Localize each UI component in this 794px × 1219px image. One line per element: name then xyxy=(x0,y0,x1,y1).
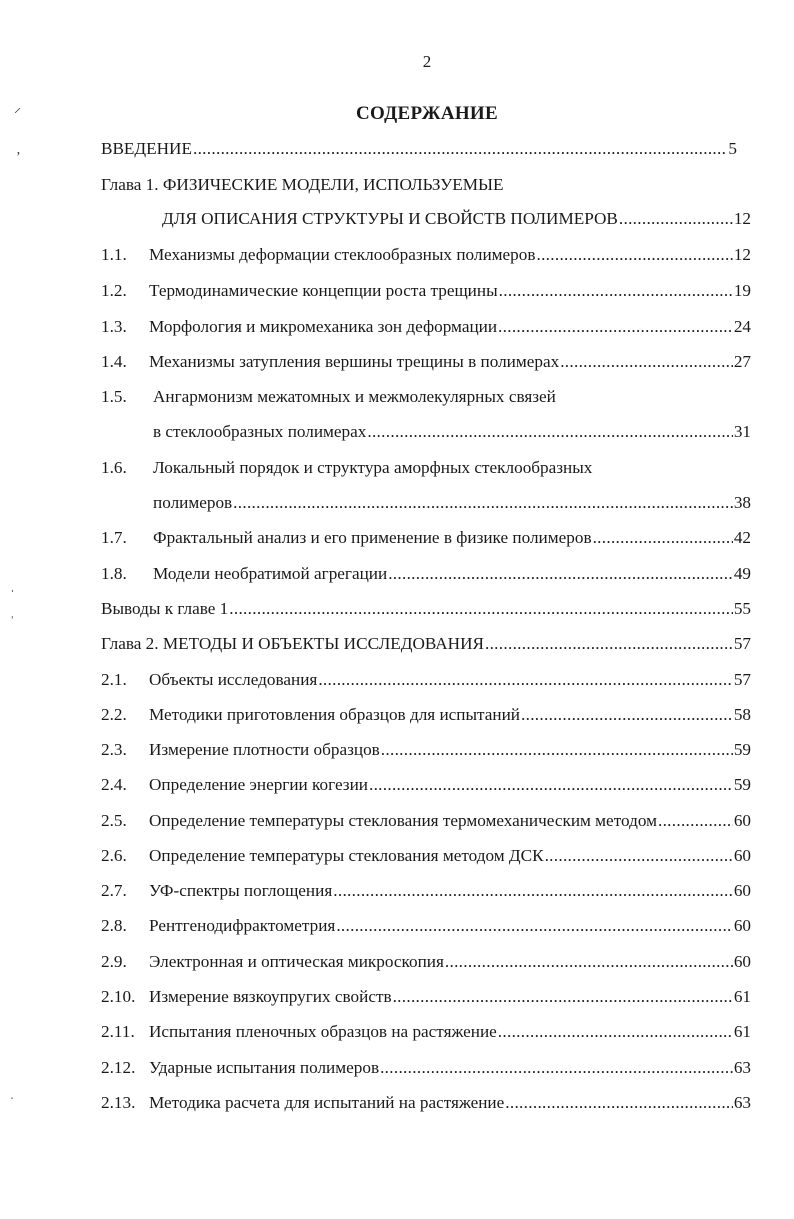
toc-entry-chapter-1 xyxy=(162,209,751,229)
toc-section-continuation xyxy=(153,422,751,442)
toc-section xyxy=(101,1022,751,1042)
section-page: 58 xyxy=(733,705,751,724)
section-number: 1.1. xyxy=(101,245,127,264)
toc-entry-conclusions-1 xyxy=(101,599,751,619)
chapter-1-heading: Глава 1. ФИЗИЧЕСКИЕ МОДЕЛИ, ИСПОЛЬЗУЕМЫЕ xyxy=(101,175,504,194)
section-page: 61 xyxy=(733,987,751,1006)
section-page: 60 xyxy=(733,846,751,865)
toc-entry-page: 12 xyxy=(733,209,751,228)
toc-entry-intro xyxy=(101,139,737,159)
section-title: Электронная и оптическая микроскопия xyxy=(149,952,444,971)
section-page: 60 xyxy=(733,881,751,900)
toc-section xyxy=(101,846,751,866)
toc-section xyxy=(101,352,751,372)
section-page: 60 xyxy=(733,811,751,830)
section-page: 38 xyxy=(733,493,751,512)
toc-entry-title: Выводы к главе 1 xyxy=(101,599,229,618)
page-number: 2 xyxy=(422,52,432,71)
section-page: 19 xyxy=(733,281,751,300)
toc-section xyxy=(101,740,751,760)
section-title: Определение энергии когезии xyxy=(149,775,368,794)
dot-leader xyxy=(380,1058,733,1078)
scan-mark: ʼ xyxy=(16,150,21,165)
section-number: 2.8. xyxy=(101,916,127,935)
section-page: 49 xyxy=(733,564,751,583)
toc-entry-title: ВВЕДЕНИЕ xyxy=(101,139,192,158)
toc-entry-title: ДЛЯ ОПИСАНИЯ СТРУКТУРЫ И СВОЙСТВ ПОЛИМЕРОВ xyxy=(162,209,618,228)
section-title: Ударные испытания полимеров xyxy=(149,1058,380,1077)
toc-section xyxy=(101,317,751,337)
dot-leader xyxy=(536,245,732,265)
toc-section xyxy=(101,811,751,831)
dot-leader xyxy=(498,1022,733,1042)
toc-section-title: Локальный порядок и структура аморфных стеклообразных xyxy=(153,458,593,477)
toc-section xyxy=(101,564,751,584)
dot-leader xyxy=(388,564,733,584)
toc-entry-page: 55 xyxy=(733,599,751,618)
dot-leader xyxy=(233,493,733,513)
section-number: 1.2. xyxy=(101,281,127,300)
section-page: 59 xyxy=(733,740,751,759)
section-number: 2.10. xyxy=(101,987,136,1006)
section-page: 12 xyxy=(733,245,751,264)
dot-leader xyxy=(619,209,733,229)
section-number: 2.6. xyxy=(101,846,127,865)
dot-leader xyxy=(560,352,733,372)
toc-section xyxy=(101,245,751,265)
page-title: СОДЕРЖАНИЕ xyxy=(356,103,498,124)
dot-leader xyxy=(521,705,733,725)
dot-leader xyxy=(393,987,733,1007)
section-page: 60 xyxy=(733,916,751,935)
dot-leader xyxy=(369,775,733,795)
section-page: 57 xyxy=(733,670,751,689)
section-title: Методики приготовления образцов для испытаний xyxy=(149,705,520,724)
section-page: 27 xyxy=(733,352,751,371)
section-title: Измерение вязкоупругих свойств xyxy=(149,987,392,1006)
dot-leader xyxy=(318,670,732,690)
section-page: 24 xyxy=(733,317,751,336)
section-number: 1.3. xyxy=(101,317,127,336)
section-number: 2.13. xyxy=(101,1093,136,1112)
section-title: Модели необратимой агрегации xyxy=(153,564,388,583)
section-page: 63 xyxy=(733,1058,751,1077)
dot-leader xyxy=(499,281,733,301)
section-page: 59 xyxy=(733,775,751,794)
toc-section-continuation xyxy=(153,493,751,513)
section-title: Объекты исследования xyxy=(149,670,318,689)
toc-section xyxy=(101,1093,751,1113)
scan-mark: ʾ xyxy=(10,615,15,630)
section-number: 2.5. xyxy=(101,811,127,830)
toc-section xyxy=(101,670,751,690)
toc-section xyxy=(101,987,751,1007)
section-title-continued: полимеров xyxy=(153,493,233,512)
toc-entry-page: 57 xyxy=(733,634,751,653)
toc-section xyxy=(101,281,751,301)
dot-leader xyxy=(658,811,733,831)
dot-leader xyxy=(333,881,733,901)
section-number: 1.4. xyxy=(101,352,127,371)
toc-section-number: 1.5. xyxy=(101,387,127,406)
section-page: 31 xyxy=(733,422,751,441)
section-title: Механизмы деформации стеклообразных полимеров xyxy=(149,245,536,264)
toc-section xyxy=(101,881,751,901)
section-number: 2.3. xyxy=(101,740,127,759)
section-number: 2.2. xyxy=(101,705,127,724)
toc-entry-title: Глава 2. МЕТОДЫ И ОБЪЕКТЫ ИССЛЕДОВАНИЯ xyxy=(101,634,484,653)
section-number: 1.8. xyxy=(101,564,127,583)
toc-section xyxy=(101,528,751,548)
dot-leader xyxy=(545,846,733,866)
dot-leader xyxy=(193,139,727,159)
section-page: 42 xyxy=(733,528,751,547)
section-title: Фрактальный анализ и его применение в физике полимеров xyxy=(153,528,592,547)
dot-leader xyxy=(485,634,733,654)
section-number: 1.7. xyxy=(101,528,127,547)
toc-section xyxy=(101,916,751,936)
toc-section-number: 1.6. xyxy=(101,458,127,477)
dot-leader xyxy=(445,952,733,972)
toc-entry-page: 5 xyxy=(728,139,737,158)
scan-mark: ˑ xyxy=(10,1093,14,1108)
section-page: 61 xyxy=(733,1022,751,1041)
section-title: Механизмы затупления вершины трещины в полимерах xyxy=(149,352,560,371)
dot-leader xyxy=(593,528,733,548)
toc-section xyxy=(101,952,751,972)
dot-leader xyxy=(229,599,733,619)
section-title: Измерение плотности образцов xyxy=(149,740,380,759)
section-number: 2.4. xyxy=(101,775,127,794)
section-number: 2.12. xyxy=(101,1058,136,1077)
toc-section xyxy=(101,775,751,795)
dot-leader xyxy=(336,916,732,936)
section-number: 2.7. xyxy=(101,881,127,900)
section-title: Испытания пленочных образцов на растяжение xyxy=(149,1022,497,1041)
section-number: 2.11. xyxy=(101,1022,135,1041)
section-number: 2.9. xyxy=(101,952,127,971)
section-title: Морфология и микромеханика зон деформации xyxy=(149,317,498,336)
section-page: 63 xyxy=(733,1093,751,1112)
section-title: Определение температуры стеклования методом ДСК xyxy=(149,846,544,865)
toc-section xyxy=(101,705,751,725)
dot-leader xyxy=(381,740,733,760)
section-page: 60 xyxy=(733,952,751,971)
toc-section-title: Ангармонизм межатомных и межмолекулярных связей xyxy=(153,387,556,406)
dot-leader xyxy=(505,1093,733,1113)
section-title: УФ-спектры поглощения xyxy=(149,881,333,900)
dot-leader xyxy=(367,422,732,442)
dot-leader xyxy=(498,317,733,337)
section-title: Определение температуры стеклования термомеханическим методом xyxy=(149,811,657,830)
toc-entry-chapter-2 xyxy=(101,634,751,654)
toc-section xyxy=(101,1058,751,1078)
scan-mark: ⸝ xyxy=(14,101,21,116)
scan-mark: ˌ xyxy=(10,578,15,593)
section-title-continued: в стеклообразных полимерах xyxy=(153,422,367,441)
section-title: Термодинамические концепции роста трещины xyxy=(149,281,498,300)
section-title: Методика расчета для испытаний на растяжение xyxy=(149,1093,505,1112)
section-number: 2.1. xyxy=(101,670,127,689)
section-title: Рентгенодифрактометрия xyxy=(149,916,336,935)
